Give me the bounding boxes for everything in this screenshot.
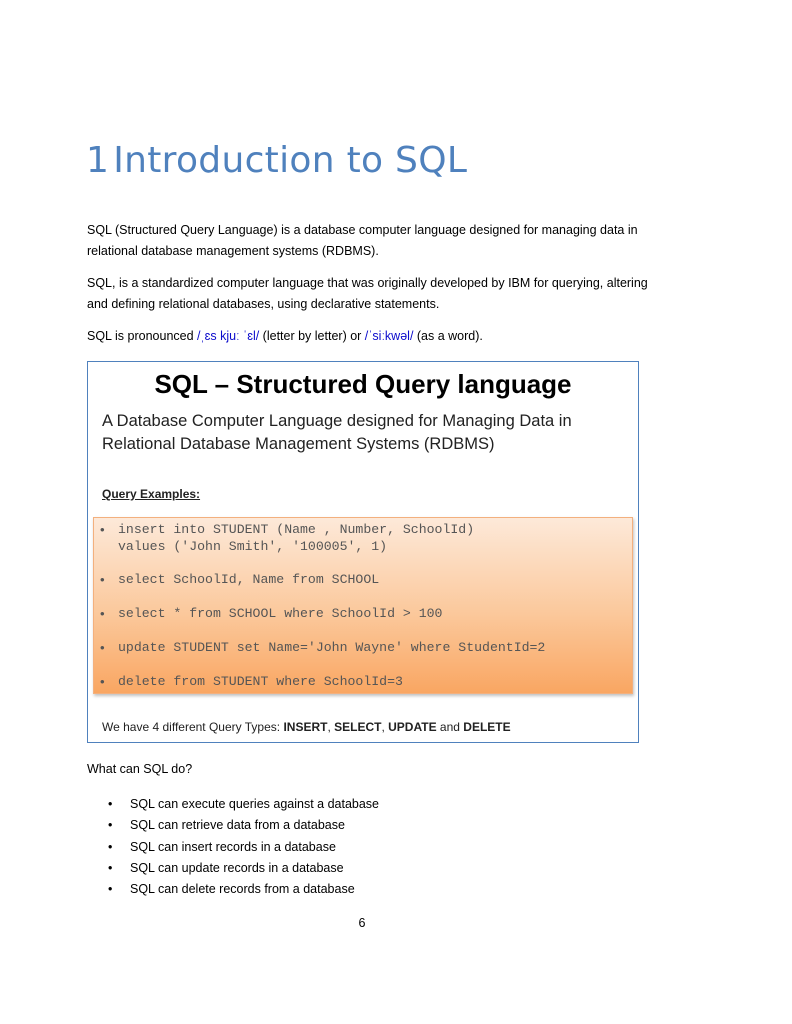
list-item: • SQL can execute queries against a database <box>108 794 379 815</box>
query-select-where: • select * from SCHOOL where SchoolId > 100 <box>118 605 442 622</box>
query-examples-box <box>93 517 633 694</box>
phonetic-letters[interactable]: /ˌɛs kjuː ˈɛl/ <box>197 329 260 343</box>
query-insert: • insert into STUDENT (Name , Number, SchoolId) values ('John Smith', '100005', 1) <box>118 521 474 555</box>
list-item: • SQL can insert records in a database <box>108 837 379 858</box>
chapter-heading <box>86 140 467 181</box>
capabilities-list <box>108 794 379 900</box>
query-types-line <box>102 720 511 734</box>
query-examples-label: Query Examples: <box>102 487 201 501</box>
chapter-title: Introduction to SQL <box>113 140 468 181</box>
what-can-sql-do-heading: What can SQL do? <box>87 762 193 776</box>
pronunciation-paragraph <box>87 326 657 347</box>
page-number: 6 <box>358 916 366 930</box>
query-types-prefix: We have 4 different Query Types: <box>102 720 284 734</box>
intro-paragraph-2: SQL, is a standardized computer language that was originally developed by IBM for querying, altering and defining relational databases, using declarative statements. <box>87 276 648 311</box>
phonetic-word[interactable]: /ˈsiːkwəl/ <box>364 329 414 343</box>
query-type-update: UPDATE <box>388 720 437 734</box>
intro-paragraph-1: SQL (Structured Query Language) is a database computer language designed for managing data in relational database management systems (RDBMS). <box>87 223 638 258</box>
slide-description: A Database Computer Language designed for Managing Data in Relational Database Management Systems (RDBMS) <box>102 412 572 453</box>
query-type-delete: DELETE <box>463 720 511 734</box>
sql-slide-figure <box>87 361 639 743</box>
query-types-separator: , <box>381 720 389 734</box>
query-type-select: SELECT <box>334 720 382 734</box>
query-update: • update STUDENT set Name='John Wayne' where StudentId=2 <box>118 639 545 656</box>
pronunciation-text-middle: (letter by letter) or <box>259 329 365 343</box>
pronunciation-text-after: (as a word). <box>413 329 483 343</box>
chapter-number: 1 <box>86 140 110 181</box>
query-types-separator: and <box>436 720 464 734</box>
list-item: • SQL can update records in a database <box>108 858 379 879</box>
query-type-insert: INSERT <box>283 720 328 734</box>
query-delete: • delete from STUDENT where SchoolId=3 <box>118 673 403 690</box>
query-types-separator: , <box>327 720 335 734</box>
list-item: • SQL can retrieve data from a database <box>108 815 379 836</box>
query-select: • select SchoolId, Name from SCHOOL <box>118 571 379 588</box>
list-item: • SQL can delete records from a database <box>108 879 379 900</box>
pronunciation-text-before: SQL is pronounced <box>87 329 198 343</box>
slide-title: SQL – Structured Query language <box>154 369 572 399</box>
